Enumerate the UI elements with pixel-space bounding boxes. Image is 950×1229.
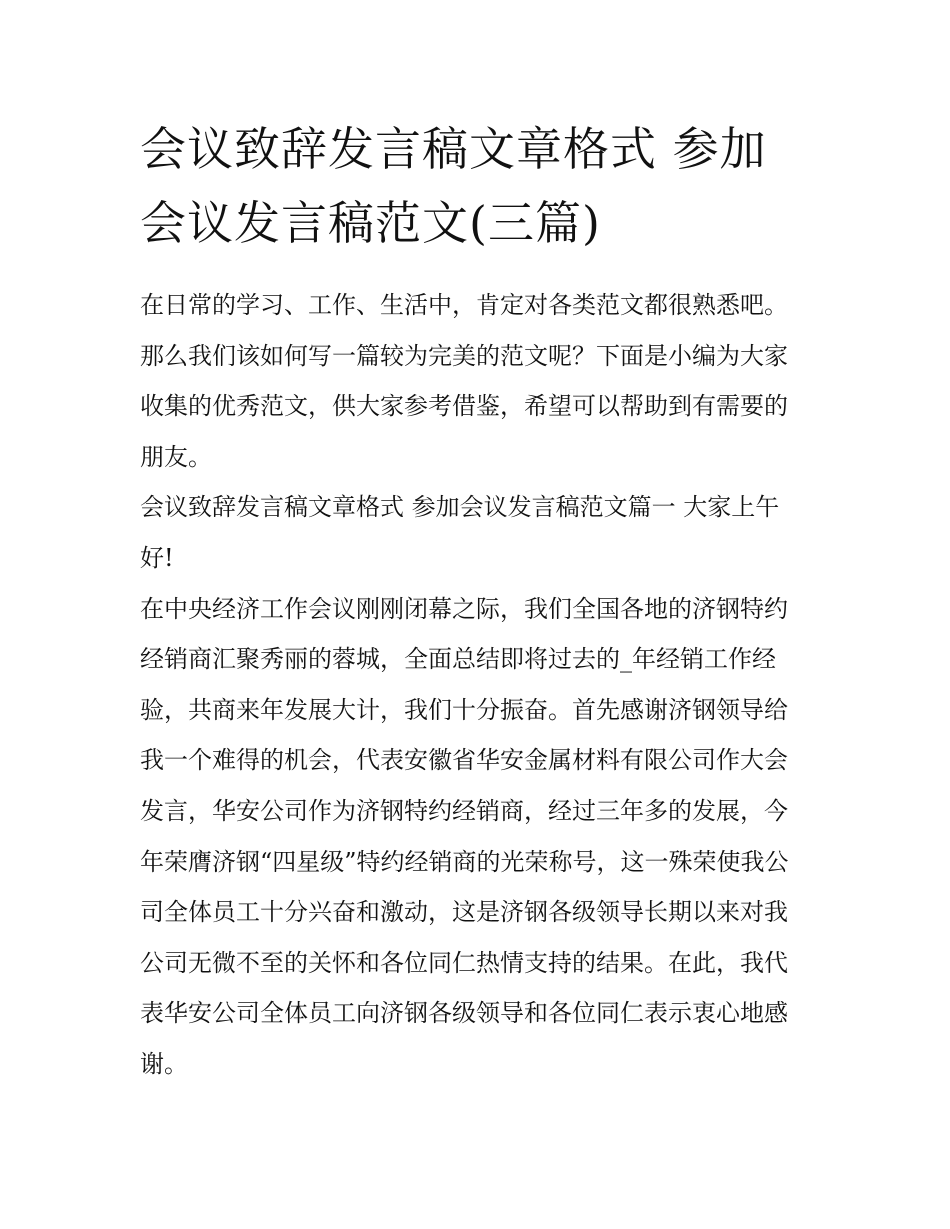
intro-paragraph — [140, 280, 820, 482]
text-line: 朋友。 — [140, 442, 212, 471]
text-line: 发言，华安公司作为济钢特约经销商，经过三年多的发展，今 — [140, 796, 788, 825]
title-line: 会议致辞发言稿文章格式 参加 — [140, 122, 767, 176]
text-line: 那么我们该如何写一篇较为完美的范文呢？下面是小编为大家 — [140, 341, 788, 370]
text-line: 在日常的学习、工作、生活中，肯定对各类范文都很熟悉吧。 — [140, 291, 788, 319]
document-body — [140, 280, 820, 1090]
text-line: 会议致辞发言稿文章格式 参加会议发言稿范文篇一 大家上午 — [140, 493, 780, 522]
text-line: 司全体员工十分兴奋和激动，这是济钢各级领导长期以来对我 — [140, 898, 788, 927]
text-line: 验，共商来年发展大计，我们十分振奋。首先感谢济钢领导给 — [140, 695, 788, 724]
text-line: 好! — [140, 543, 174, 572]
text-line: 谢。 — [140, 1049, 188, 1078]
text-line: 我一个难得的机会，代表安徽省华安金属材料有限公司作大会 — [140, 746, 788, 775]
text-line: 收集的优秀范文，供大家参考借鉴，希望可以帮助到有需要的 — [140, 392, 788, 421]
text-line: 年荣膺济钢“四星级”特约经销商的光荣称号，这一殊荣使我公 — [140, 847, 789, 876]
text-line: 在中央经济工作会议刚刚闭幕之际，我们全国各地的济钢特约 — [140, 594, 788, 623]
text-line: 公司无微不至的关怀和各位同仁热情支持的结果。在此，我代 — [140, 948, 788, 977]
document-title — [140, 112, 820, 260]
speech-paragraph — [140, 584, 820, 1090]
section-heading-paragraph — [140, 482, 820, 583]
text-line: 经销商汇聚秀丽的蓉城，全面总结即将过去的_年经销工作经 — [140, 645, 776, 674]
text-line: 表华安公司全体员工向济钢各级领导和各位同仁表示衷心地感 — [140, 999, 788, 1028]
title-line: 会议发言稿范文(三篇) — [140, 196, 601, 250]
